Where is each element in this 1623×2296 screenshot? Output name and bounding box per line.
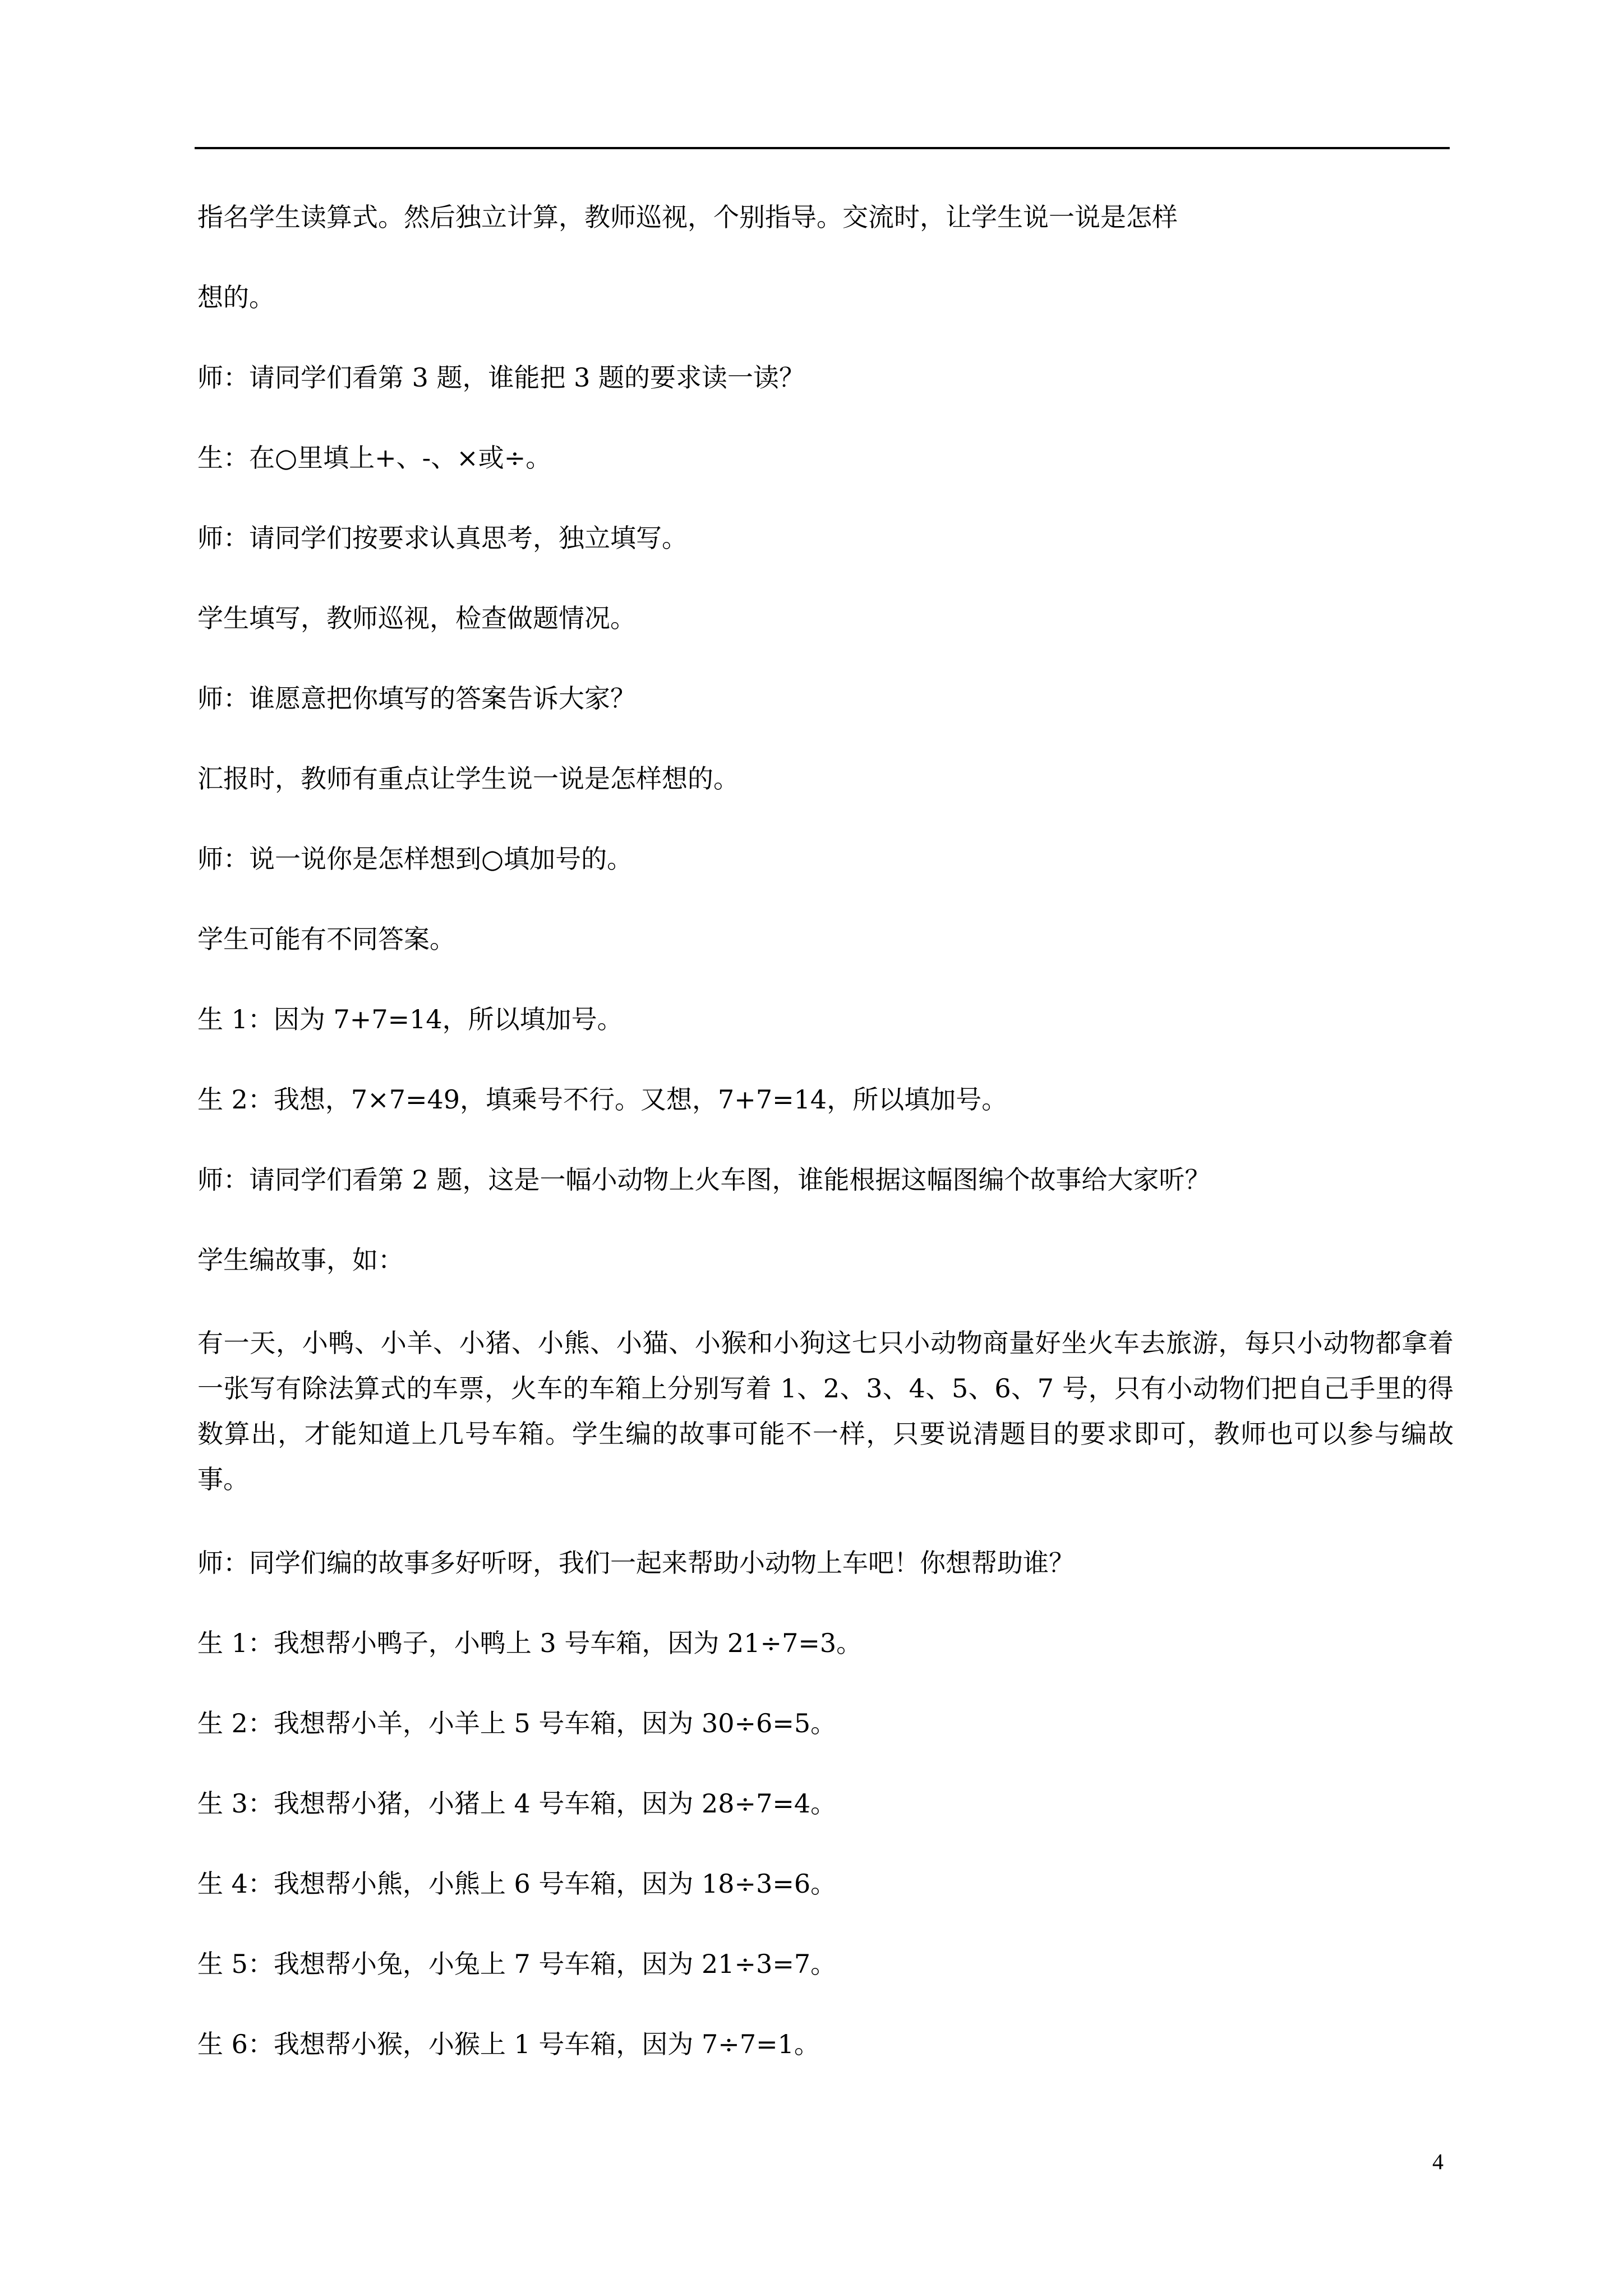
paragraph: 生 1：因为 7+7=14，所以填加号。 (197, 1004, 623, 1034)
paragraph: 师：请同学们看第 2 题，这是一幅小动物上火车图，谁能根据这幅图编个故事给大家听？ (197, 1165, 1211, 1195)
paragraph: 汇报时，教师有重点让学生说一说是怎样想的。 (197, 763, 739, 794)
paragraph: 生 3：我想帮小猪，小猪上 4 号车箱，因为 28÷7=4。 (197, 1788, 837, 1819)
paragraph: 指名学生读算式。然后独立计算，教师巡视，个别指导。交流时，让学生说一说是怎样 (197, 202, 1178, 232)
paragraph: 师：说一说你是怎样想到○填加号的。 (197, 844, 633, 874)
paragraph: 学生可能有不同答案。 (197, 924, 455, 954)
story-paragraph: 有一天，小鸭、小羊、小猪、小熊、小猫、小猴和小狗这七只小动物商量好坐火车去旅游，每只小动物都拿着一张写有除法算式的车票，火车的车箱上分别写着 1、2、3、4、5、6、7 号，只有小动物们把自己手里的得数算出，才能知道上几号车箱。学生编的故事可能不一样，只要说清题目的要求即可，教师也可以参与编故事。 (197, 1328, 1454, 1494)
paragraph: 生 5：我想帮小兔，小兔上 7 号车箱，因为 21÷3=7。 (197, 1949, 837, 1979)
document-body (197, 197, 1454, 2105)
page-number: 4 (1432, 2149, 1444, 2174)
paragraph: 师：请同学们按要求认真思考，独立填写。 (197, 523, 688, 553)
header-rule (195, 147, 1450, 149)
paragraph: 生 2：我想帮小羊，小羊上 5 号车箱，因为 30÷6=5。 (197, 1708, 837, 1738)
paragraph: 师：谁愿意把你填写的答案告诉大家？ (197, 683, 636, 714)
paragraph: 想的。 (197, 282, 275, 312)
paragraph: 学生编故事，如： (197, 1245, 404, 1275)
paragraph: 生 1：我想帮小鸭子，小鸭上 3 号车箱，因为 21÷7=3。 (197, 1628, 863, 1658)
paragraph: 生 6：我想帮小猴，小猴上 1 号车箱，因为 7÷7=1。 (197, 2029, 820, 2059)
paragraph: 师：同学们编的故事多好听呀，我们一起来帮助小动物上车吧！你想帮助谁？ (197, 1548, 1075, 1578)
paragraph: 学生填写，教师巡视，检查做题情况。 (197, 603, 636, 633)
paragraph: 师：请同学们看第 3 题，谁能把 3 题的要求读一读？ (197, 362, 805, 393)
paragraph: 生 2：我想，7×7=49，填乘号不行。又想，7+7=14，所以填加号。 (197, 1084, 1008, 1115)
paragraph: 生 4：我想帮小熊，小熊上 6 号车箱，因为 18÷3=6。 (197, 1869, 837, 1899)
paragraph: 生：在○里填上+、-、×或÷。 (197, 443, 552, 473)
